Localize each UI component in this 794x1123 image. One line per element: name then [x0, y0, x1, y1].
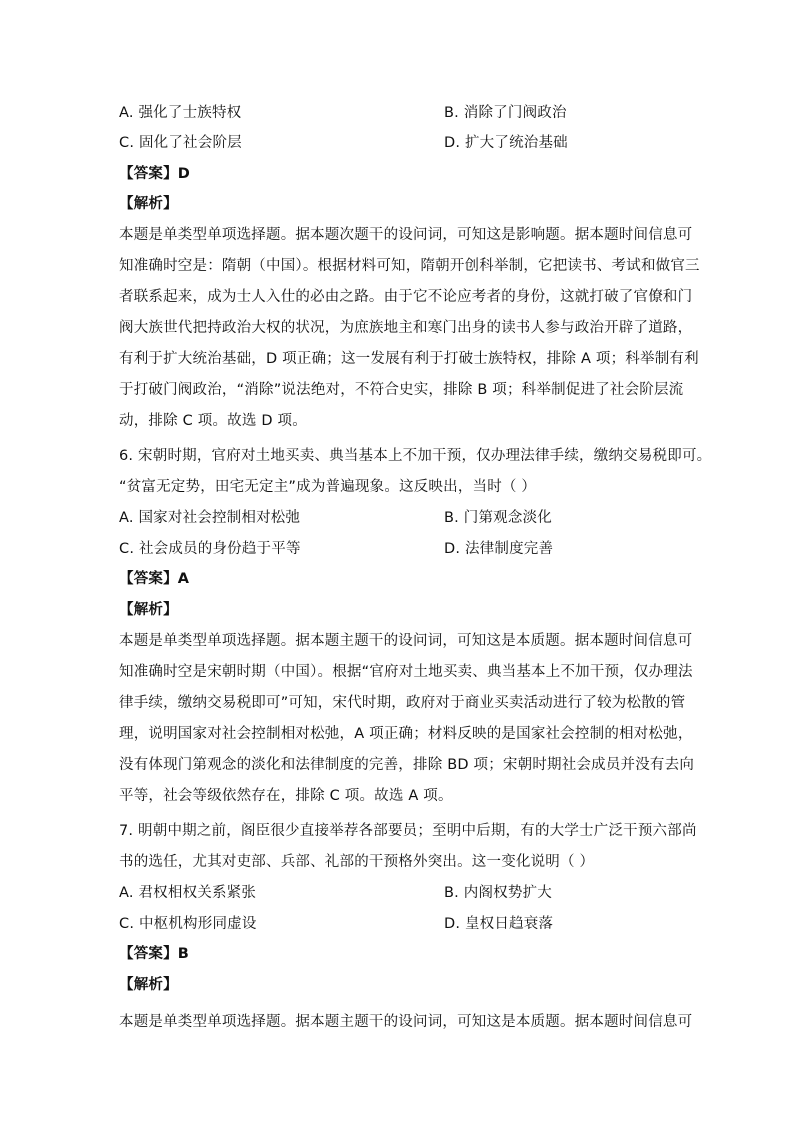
q7-answer: 【答案】B: [119, 946, 190, 962]
q6-option-a: A. 国家对社会控制相对松弛: [119, 510, 301, 526]
q5-option-a: A. 强化了士族特权: [119, 105, 242, 121]
q5-analysis-line-4: 阀大族世代把持政治大权的状况，为庶族地主和寒门出身的读书人参与政治开辟了道路，: [119, 320, 693, 336]
q5-analysis-line-7: 动，排除 C 项。故选 D 项。: [119, 413, 307, 429]
q5-option-b: B. 消除了门阀政治: [444, 105, 567, 121]
q6-option-d: D. 法律制度完善: [444, 541, 554, 557]
q6-analysis-line-3: 律手续，缴纳交易税即可”可知，宋代时期，政府对于商业买卖活动进行了较为松散的管: [119, 695, 686, 711]
q5-analysis-line-6: 于打破门阀政治，“消除”说法绝对，不符合史实，排除 B 项；科举制促进了社会阶层流: [119, 382, 684, 398]
q6-analysis-line-5: 没有体现门第观念的淡化和法律制度的完善，排除 BD 项；宋朝时期社会成员并没有去向: [119, 757, 695, 773]
q7-stem-line-2: 书的选任，尤其对吏部、兵部、礼部的干预格外突出。这一变化说明（ ）: [119, 854, 595, 870]
q6-option-b: B. 门第观念淡化: [444, 510, 552, 526]
q5-analysis-line-1: 本题是单类型单项选择题。据本题次题干的设问词，可知这是影响题。据本题时间信息可: [119, 227, 693, 243]
q7-option-b: B. 内阁权势扩大: [444, 885, 552, 901]
q7-option-a: A. 君权相权关系紧张: [119, 885, 257, 901]
q6-stem-line-1: 6. 宋朝时期，官府对土地买卖、典当基本上不加干预，仅办理法律手续，缴纳交易税即可。: [119, 448, 712, 464]
q7-stem-line-1: 7. 明朝中期之前，阁臣很少直接举荐各部要员；至明中后期，有的大学士广泛干预六部尚: [119, 823, 697, 839]
q6-analysis-line-2: 知准确时空是宋朝时期（中国）。根据“官府对土地买卖、典当基本上不加干预，仅办理法: [119, 664, 693, 680]
q7-option-c: C. 中枢机构形同虚设: [119, 916, 257, 932]
q6-answer: 【答案】A: [119, 571, 190, 587]
q5-analysis-line-3: 者联系起来，成为士人入仕的必由之路。由于它不论应考者的身份，这就打破了官僚和门: [119, 289, 693, 305]
q6-option-c: C. 社会成员的身份趋于平等: [119, 541, 301, 557]
q6-analysis-line-1: 本题是单类型单项选择题。据本题主题干的设问词，可知这是本质题。据本题时间信息可: [119, 633, 693, 649]
q7-analysis-label: 【解析】: [119, 977, 178, 993]
q5-option-c: C. 固化了社会阶层: [119, 135, 242, 151]
q5-analysis-line-5: 有利于扩大统治基础，D 项正确；这一发展有利于打破士族特权，排除 A 项；科举制有利: [119, 351, 699, 367]
q6-analysis-line-4: 理，说明国家对社会控制相对松弛，A 项正确；材料反映的是国家社会控制的相对松弛，: [119, 726, 693, 742]
q5-analysis-label: 【解析】: [119, 196, 178, 212]
q7-option-d: D. 皇权日趋衰落: [444, 916, 554, 932]
q7-analysis-line-1: 本题是单类型单项选择题。据本题主题干的设问词，可知这是本质题。据本题时间信息可: [119, 1014, 693, 1030]
q5-option-d: D. 扩大了统治基础: [444, 135, 568, 151]
q5-analysis-line-2: 知准确时空是：隋朝（中国）。根据材料可知，隋朝开创科举制，它把读书、考试和做官三: [119, 258, 700, 274]
q6-stem-line-2: “贫富无定势，田宅无定主”成为普遍现象。这反映出，当时（ ）: [119, 479, 537, 495]
q6-analysis-line-6: 平等，社会等级依然存在，排除 C 项。故选 A 项。: [119, 788, 453, 804]
q6-analysis-label: 【解析】: [119, 602, 178, 618]
q5-answer: 【答案】D: [119, 166, 191, 182]
